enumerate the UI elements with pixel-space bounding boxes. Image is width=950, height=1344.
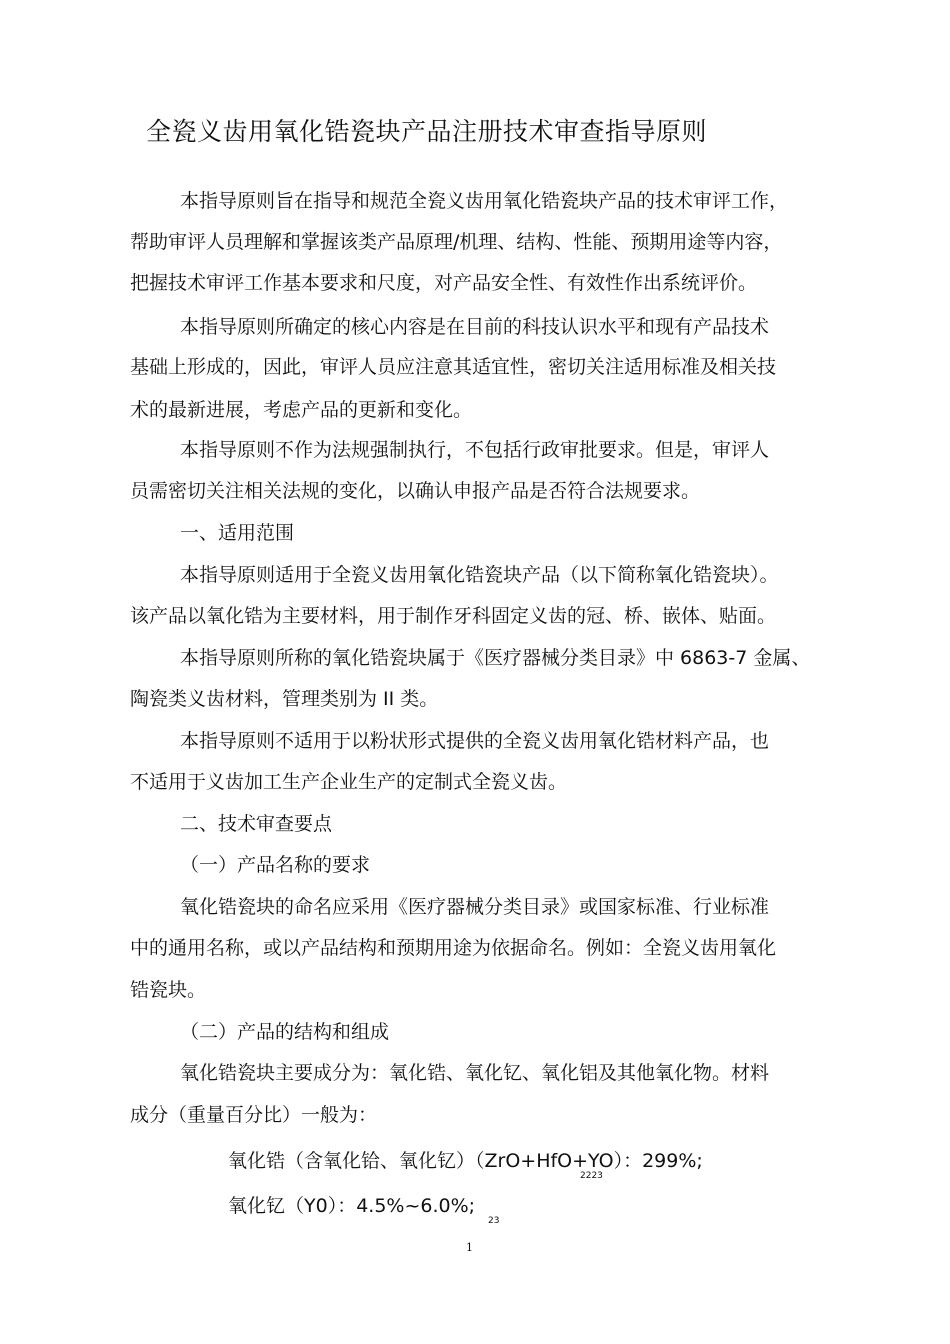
paragraph-line: 把握技术审评工作基本要求和尺度，对产品安全性、有效性作出系统评价。	[130, 272, 758, 294]
formula-subscript: 2223	[580, 1171, 603, 1181]
composition-formula: 氧化锆（含氧化铪、氧化钇）（ZrO+HfO+YO）：299%;	[228, 1150, 703, 1172]
paragraph-line: 不适用于义齿加工生产企业生产的定制式全瓷义齿。	[130, 771, 568, 793]
paragraph-line: 基础上形成的，因此，审评人员应注意其适宜性，密切关注适用标准及相关技	[130, 356, 777, 378]
paragraph-line: 帮助审评人员理解和掌握该类产品原理/机理、结构、性能、预期用途等内容，	[130, 231, 783, 253]
formula-subscript: 23	[488, 1216, 500, 1226]
paragraph-line: 本指导原则所确定的核心内容是在目前的科技认识水平和现有产品技术	[180, 316, 770, 338]
paragraph-line: 该产品以氧化锆为主要材料，用于制作牙科固定义齿的冠、桥、嵌体、贴面。	[130, 605, 777, 627]
paragraph-line: 氧化锆瓷块主要成分为：氧化锆、氧化钇、氧化铝及其他氧化物。材料	[180, 1062, 770, 1084]
paragraph-line: 陶瓷类义齿材料，管理类别为 II 类。	[130, 688, 439, 710]
document-title: 全瓷义齿用氧化锆瓷块产品注册技术审查指导原则	[146, 117, 708, 146]
paragraph-line: 成分（重量百分比）一般为：	[130, 1104, 378, 1126]
paragraph-line: 员需密切关注相关法规的变化，以确认申报产品是否符合法规要求。	[130, 480, 701, 502]
paragraph-line: 本指导原则旨在指导和规范全瓷义齿用氧化锆瓷块产品的技术审评工作，	[180, 190, 789, 212]
paragraph-line: 锆瓷块。	[130, 979, 207, 1001]
subsection-heading: （一）产品名称的要求	[180, 854, 371, 876]
paragraph-line: 氧化锆瓷块的命名应采用《医疗器械分类目录》或国家标准、行业标准	[180, 896, 770, 918]
paragraph-line: 中的通用名称，或以产品结构和预期用途为依据命名。例如：全瓷义齿用氧化	[130, 937, 777, 959]
paragraph-line: 本指导原则不适用于以粉状形式提供的全瓷义齿用氧化锆材料产品，也	[180, 730, 770, 752]
section-heading: 二、技术审查要点	[180, 813, 333, 835]
subsection-heading: （二）产品的结构和组成	[180, 1021, 390, 1043]
section-heading: 一、适用范围	[180, 522, 295, 544]
paragraph-line: 本指导原则所称的氧化锆瓷块属于《医疗器械分类目录》中 6863-7 金属、	[180, 647, 811, 669]
page-number: 1	[466, 1241, 473, 1254]
paragraph-line: 本指导原则适用于全瓷义齿用氧化锆瓷块产品（以下简称氧化锆瓷块）。	[180, 564, 779, 586]
paragraph-line: 术的最新进展，考虑产品的更新和变化。	[130, 399, 473, 421]
paragraph-line: 本指导原则不作为法规强制执行，不包括行政审批要求。但是，审评人	[180, 439, 770, 461]
composition-formula: 氧化钇（Y0）：4.5%~6.0%;	[228, 1195, 476, 1217]
